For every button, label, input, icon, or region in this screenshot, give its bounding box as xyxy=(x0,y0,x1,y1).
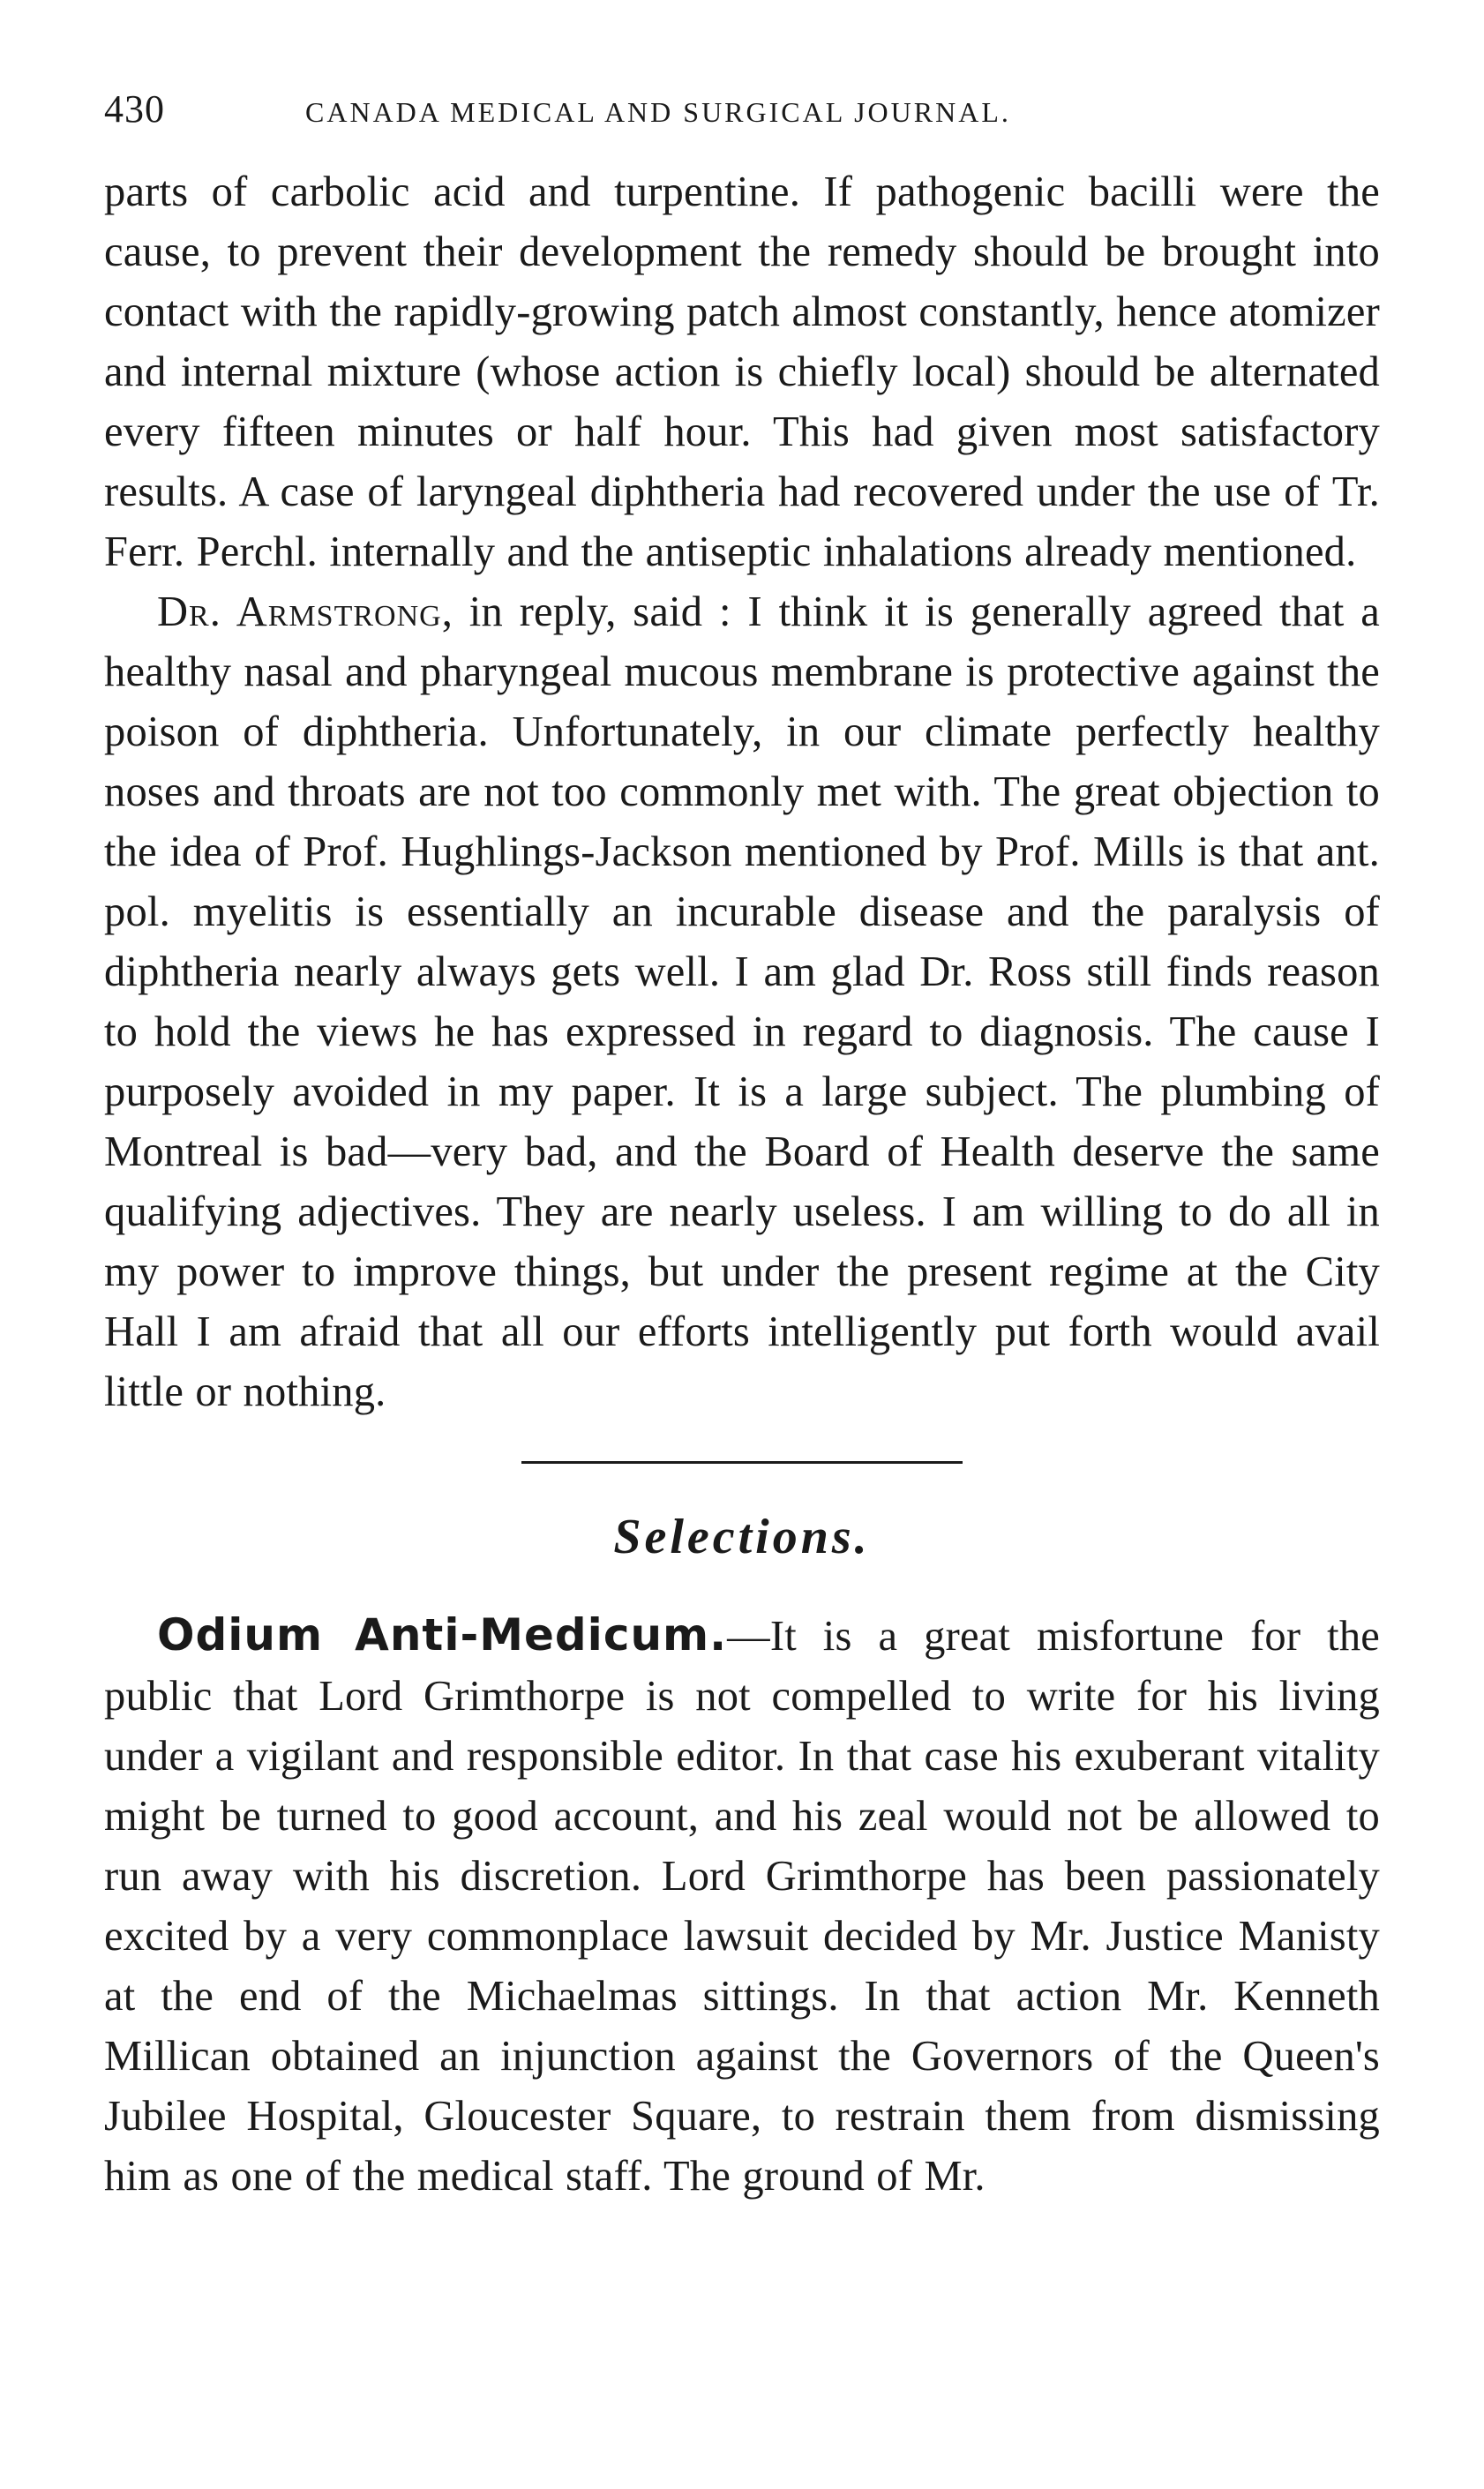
section-divider xyxy=(521,1461,963,1464)
reply-text: , in reply, said : I think it is generally agreed that a healthy nasal and pharyngeal mucous membrane is protective against the poison of diphtheria. Unfortunately, in our climate perfectly healthy noses and throats are not too commonly met with. The great objection to the idea of Prof. Hughlings-Jackson mentioned by Prof. Mills is that ant. pol. myelitis is essentially an incurable disease and the paralysis of diphtheria nearly always gets well. I am glad Dr. Ross still finds reason to hold the views he has expressed in regard to diagnosis. The cause I purposely avoided in my paper. It is a large subject. The plumbing of Montreal is bad—very bad, and the Board of Health deserve the same qualifying adjectives. They are nearly useless. I am willing to do all in my power to improve things, but under the present regime at the City Hall I am afraid that all our efforts intelligently put forth would avail little or nothing. xyxy=(104,589,1380,1415)
section-heading: Selections. xyxy=(613,1510,871,1564)
paragraph-carbolic: parts of carbolic acid and turpentine. If pathogenic bacilli were the cause, to prevent their development the remedy should be brought into contact with the rapidly-growing patch almost constantly, hence atomizer and internal mixture (whose action is chiefly local) should be alternated every fifteen minutes or half hour. This had given most satisfactory results. A case of laryngeal diphtheria had recovered under the use of Tr. Ferr. Perchl. internally and the antiseptic inhalations already mentioned. xyxy=(104,169,1380,575)
paragraph-armstrong-reply xyxy=(104,582,1380,1422)
article-title: Odium Anti-Medicum. xyxy=(157,1609,728,1661)
journal-title: CANADA MEDICAL AND SURGICAL JOURNAL. xyxy=(305,96,1011,128)
article-paragraph xyxy=(104,1605,1380,2207)
page-number: 430 xyxy=(104,87,165,131)
body-text xyxy=(104,162,1380,2207)
running-head xyxy=(104,86,1380,157)
article-text: —It is a great misfortune for the public that Lord Grimthorpe is not compelled to write for his living under a vigilant and responsible editor. In that case his exuberant vitality might be turned to good account, and his zeal would not be allowed to run away with his discretion. Lord Grimthorpe has been passionately excited by a very commonplace lawsuit decided by Mr. Justice Manisty at the end of the Michaelmas sittings. In that action Mr. Kenneth Millican obtained an injunction against the Governors of the Queen's Jubilee Hospital, Gloucester Square, to restrain them from dismissing him as one of the medical staff. The ground of Mr. xyxy=(104,1613,1380,2200)
speaker-name: Dr. Armstrong xyxy=(157,589,442,635)
